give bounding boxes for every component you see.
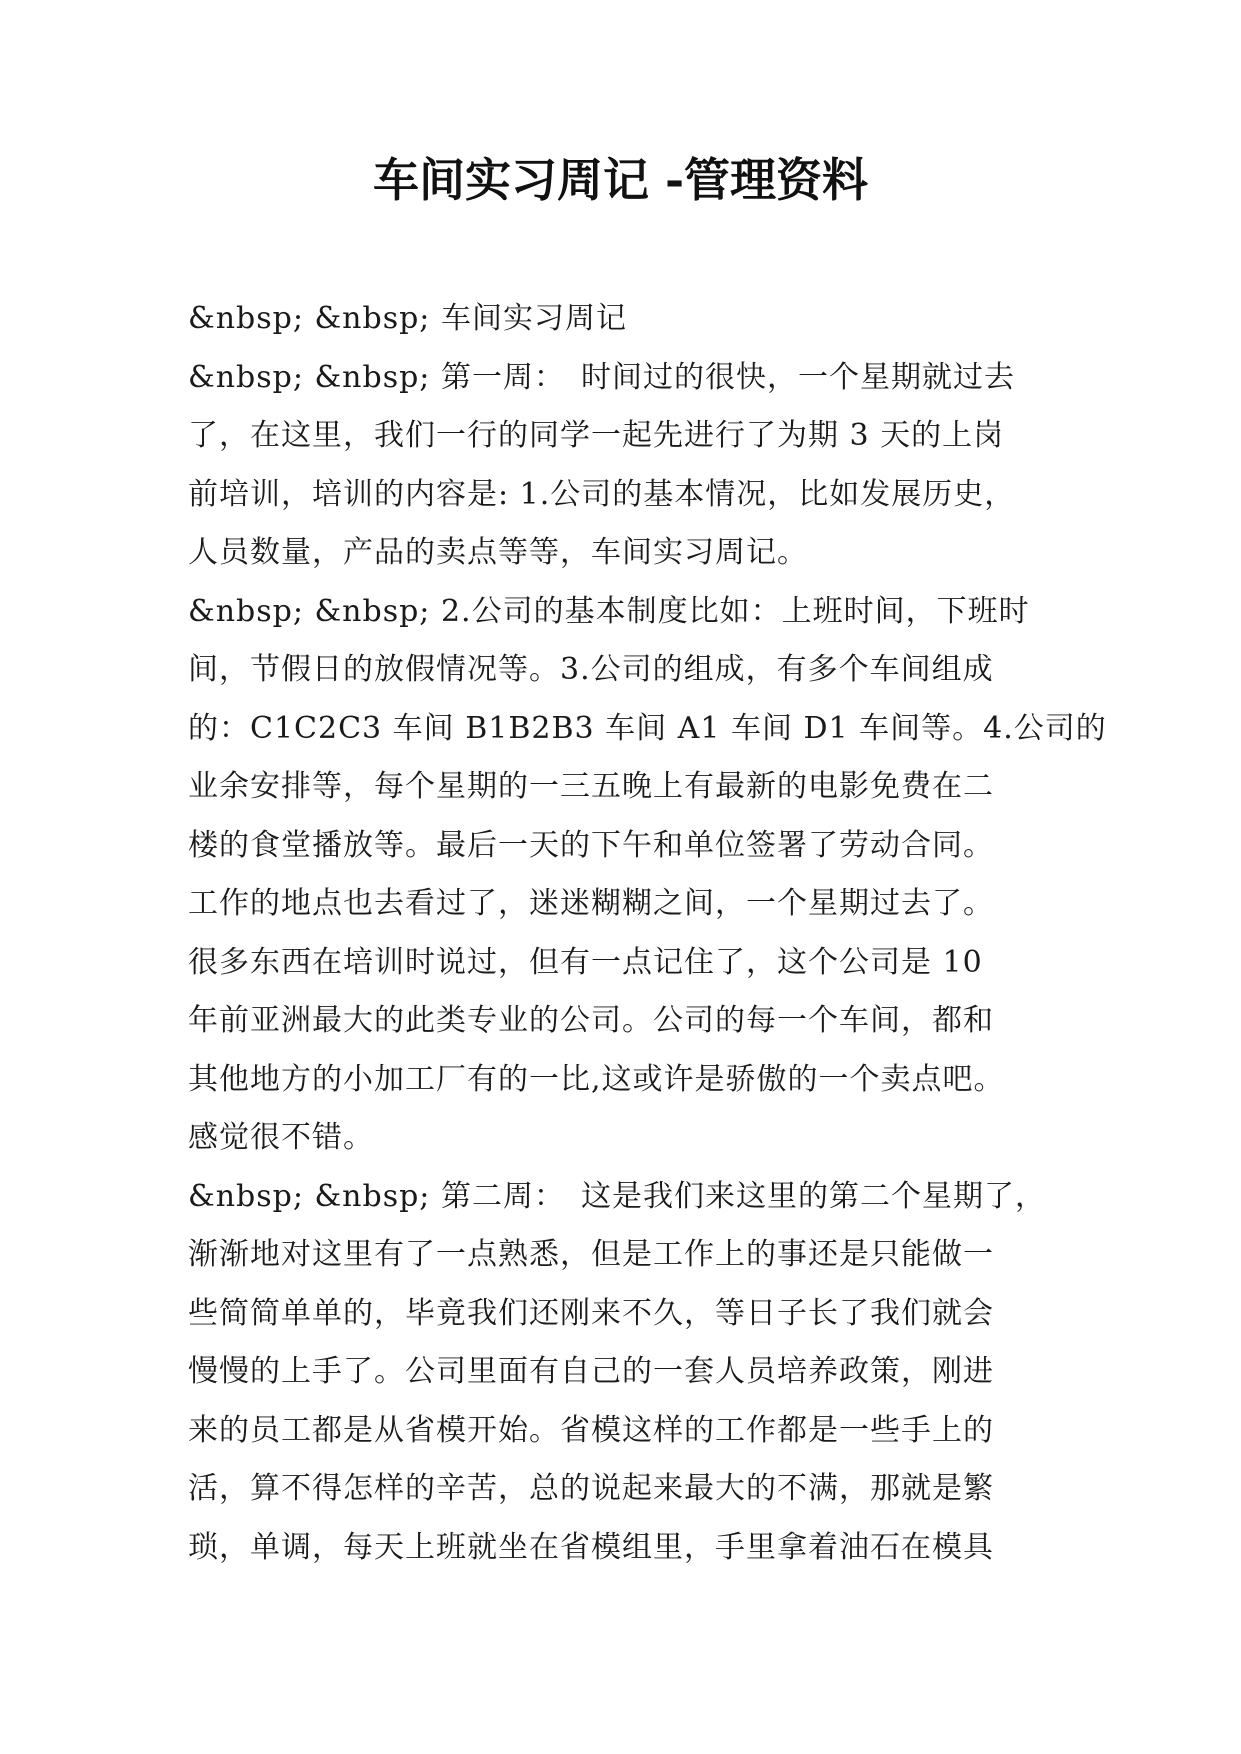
body-line: 其他地方的小加工厂有的一比,这或许是骄傲的一个卖点吧。 [188, 1061, 1005, 1097]
body-line: 感觉很不错。 [188, 1120, 374, 1155]
body-line: 些简简单单的，毕竟我们还刚来不久，等日子长了我们就会 [188, 1295, 994, 1331]
body-line: &nbsp; &nbsp; 第一周： 时间过的很快，一个星期就过去 [188, 359, 1015, 395]
body-line: &nbsp; &nbsp; 第二周： 这是我们来这里的第二个星期了， [188, 1178, 1046, 1214]
body-line: 业余安排等，每个星期的一三五晚上有最新的电影免费在二 [188, 769, 994, 804]
body-line: 间，节假日的放假情况等。3.公司的组成，有多个车间组成 [188, 652, 994, 687]
body-line: 活，算不得怎样的辛苦，总的说起来最大的不满，那就是繁 [188, 1471, 994, 1506]
body-line: 慢慢的上手了。公司里面有自己的一套人员培养政策，刚进 [188, 1354, 994, 1389]
body-line: 了，在这里，我们一行的同学一起先进行了为期 3 天的上岗 [188, 418, 1005, 453]
document-title: 车间实习周记 -管理资料 [372, 153, 869, 207]
body-line: 琐，单调，每天上班就坐在省模组里，手里拿着油石在模具 [188, 1529, 994, 1565]
body-line: 渐渐地对这里有了一点熟悉，但是工作上的事还是只能做一 [188, 1237, 994, 1272]
document-body [188, 290, 1107, 1577]
body-line: &nbsp; &nbsp; 车间实习周记 [188, 301, 627, 336]
body-line: 楼的食堂播放等。最后一天的下午和单位签署了劳动合同。 [188, 827, 994, 863]
body-line: 年前亚洲最大的此类专业的公司。公司的每一个车间，都和 [188, 1003, 994, 1038]
body-line: 工作的地点也去看过了，迷迷糊糊之间，一个星期过去了。 [188, 886, 994, 921]
body-line: 的：C1C2C3 车间 B1B2B3 车间 A1 车间 D1 车间等。4.公司的 [188, 710, 1107, 746]
body-line: 前培训，培训的内容是: 1.公司的基本情况，比如发展历史， [188, 476, 1016, 512]
body-line: 人员数量，产品的卖点等等，车间实习周记。 [188, 535, 808, 570]
body-line: 来的员工都是从省模开始。省模这样的工作都是一些手上的 [188, 1412, 994, 1448]
body-line: 很多东西在培训时说过，但有一点记住了，这个公司是 10 [188, 944, 983, 980]
body-line: &nbsp; &nbsp; 2.公司的基本制度比如：上班时间，下班时 [188, 593, 1030, 629]
